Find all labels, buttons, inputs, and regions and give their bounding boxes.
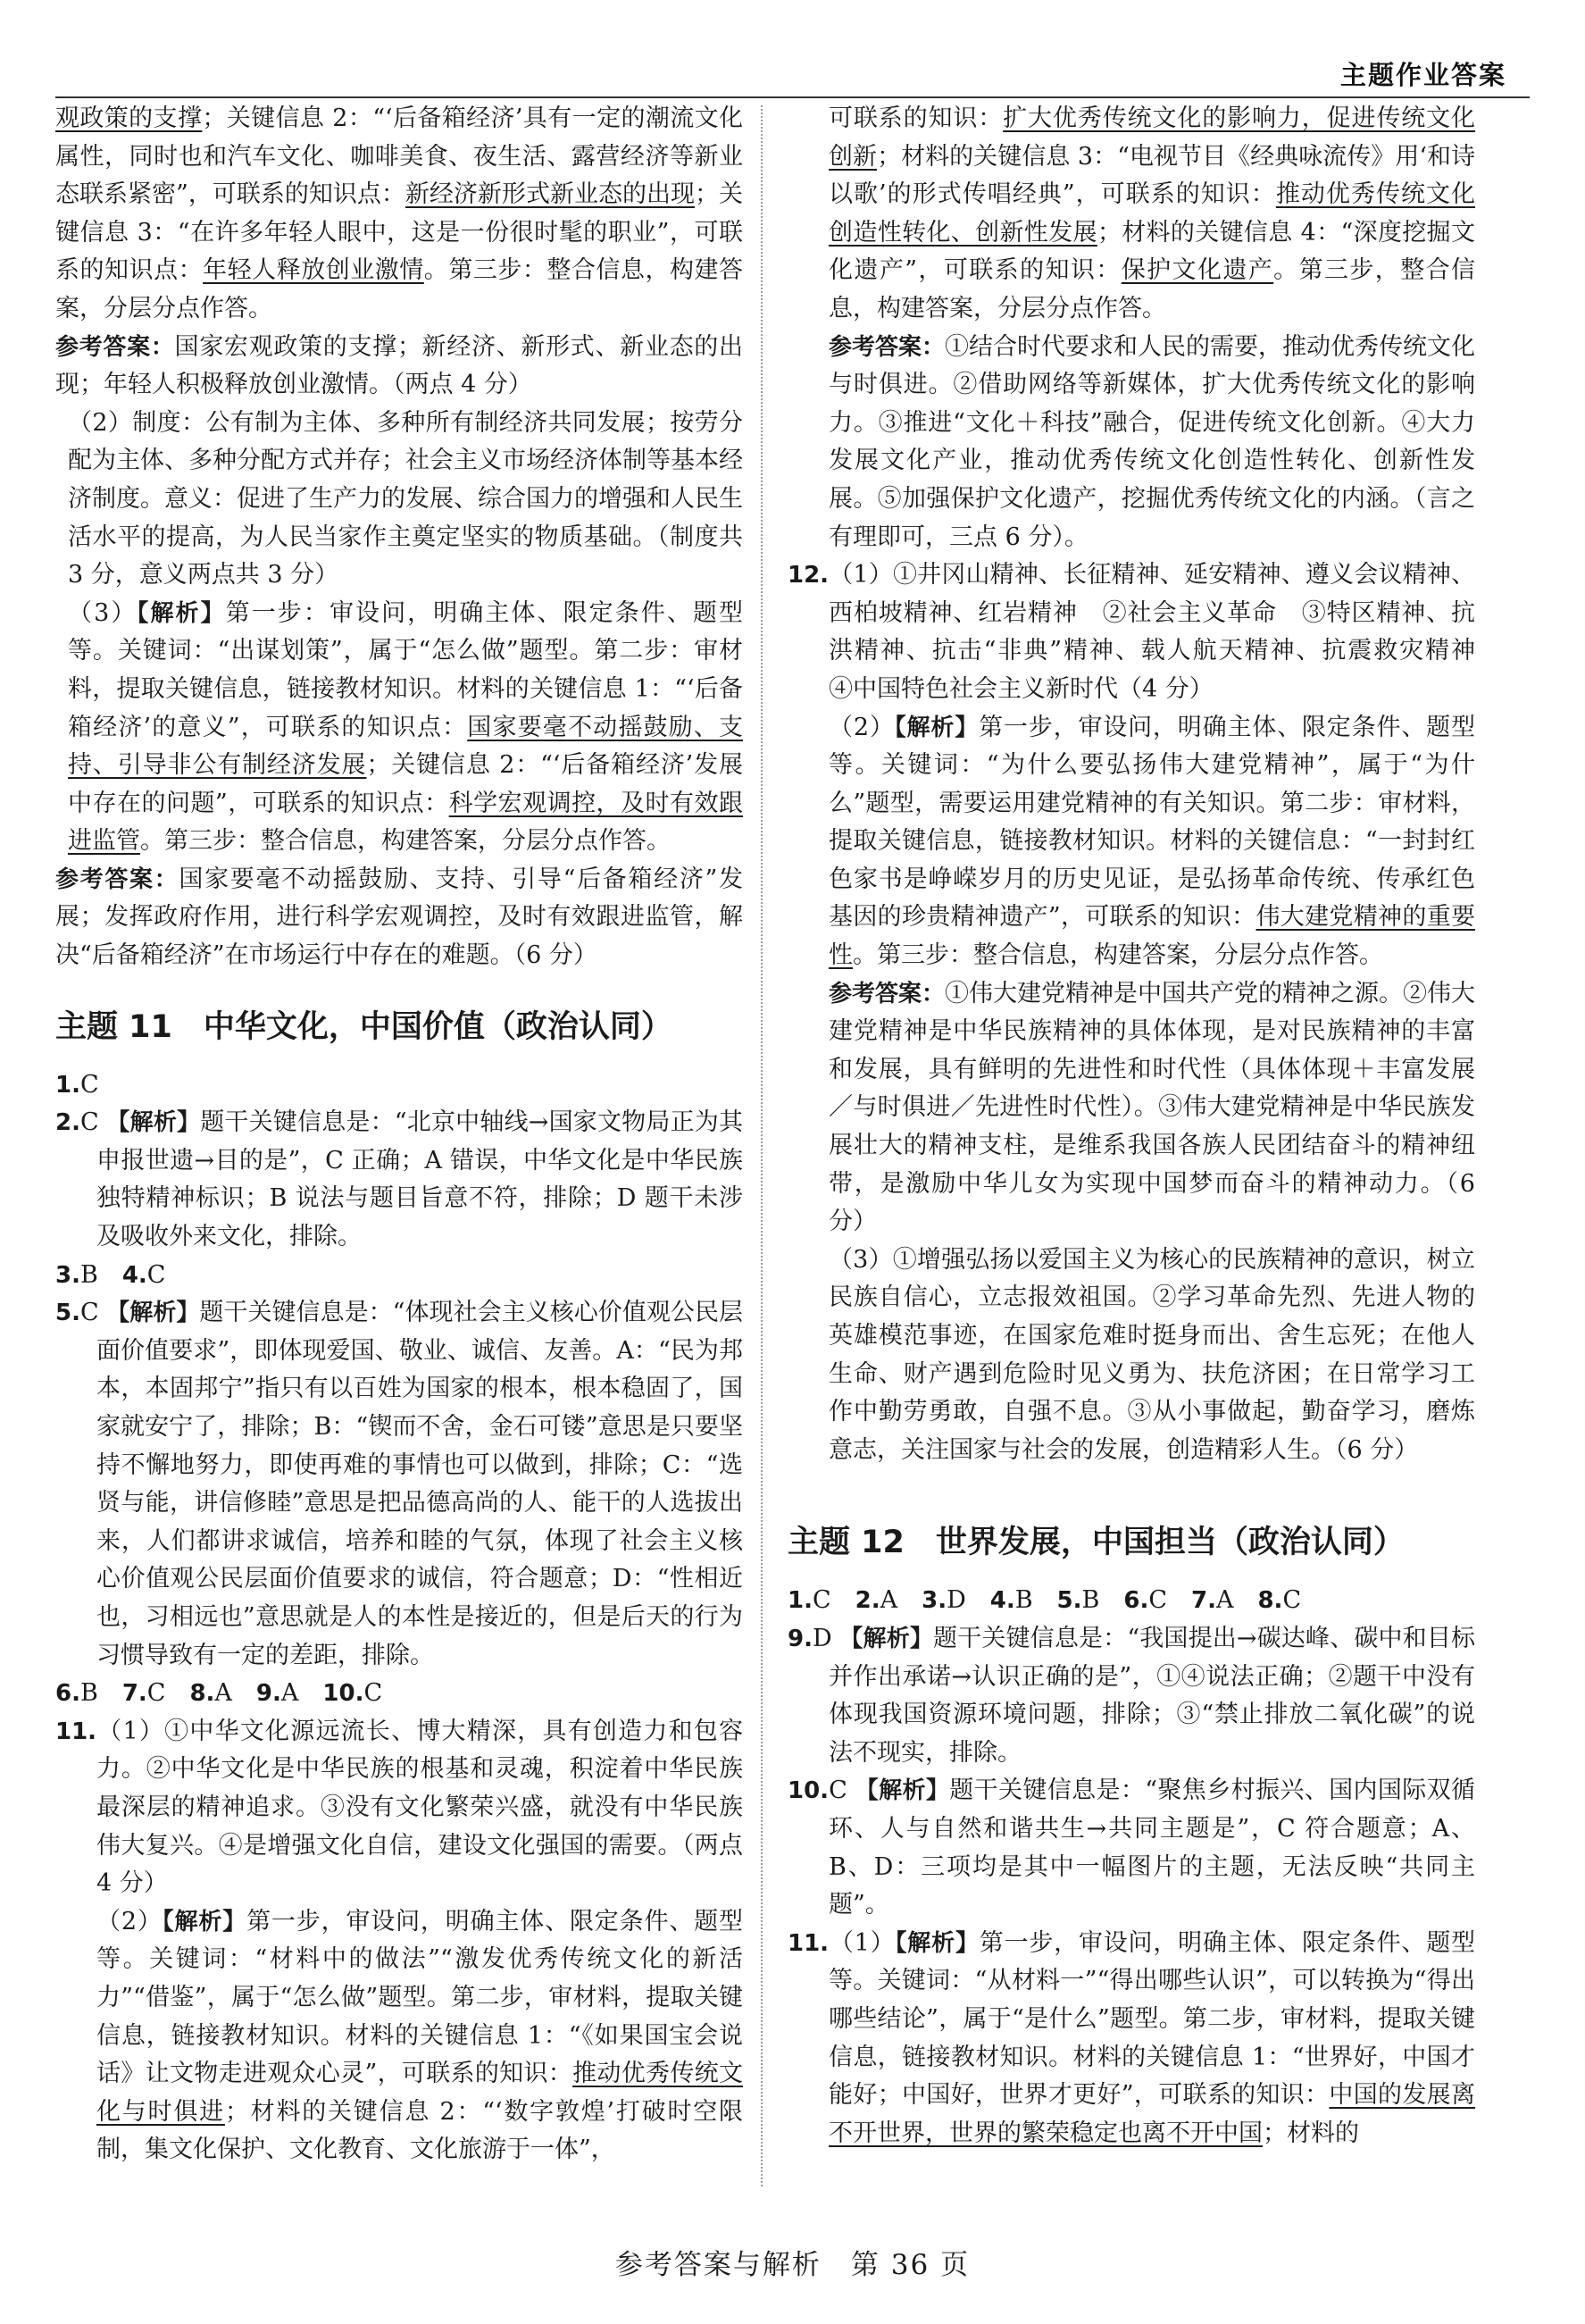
- answer-q12-part3: （3）①增强弘扬以爱国主义为核心的民族精神的意识，树立民族自信心，立志报效祖国。②学习革命先烈、先进人物的英雄模范事迹，在国家危难时挺身而出、舍生忘死；在他人生命、财产遇到危险时见义勇为、扶危济困；在日常学习工作中勤劳勇敢，自强不息。③从小事做起，勤奋学习，磨炼意志，关注国家与社会的发展，创造精彩人生。（6 分）: [829, 1245, 1475, 1464]
- answer-q12-part1: 12.（1）①井冈山精神、长征精神、延安精神、遵义会议精神、西柏坡精神、红岩精神 ②社会主义革命 ③特区精神、抗洪精神、抗击“非典”精神、载人航天精神、抗震救灾精神 ④中国特色社会主义新时代（4 分）: [788, 561, 1499, 703]
- column-divider: [761, 105, 763, 2186]
- answer-q9: 9.D 【解析】题干关键信息是：“我国提出→碳达峰、碳中和目标并作出承诺→认识正确的是”，①④说法正确；②题干中没有体现我国资源环境问题，排除；③“禁止排放二氧化碳”的说法不现实，排除。: [788, 1624, 1475, 1767]
- reference-answer: 参考答案：国家要毫不动摇鼓励、支持、引导“后备箱经济”发展；发挥政府作用，进行科学宏观调控，及时有效跟进监管，解决“后备箱经济”在市场运行中存在的难题。（6 分）: [55, 865, 743, 970]
- answer-q1: 1.C: [55, 1070, 99, 1099]
- page-footer: 参考答案与解析 第 36 页: [614, 2249, 971, 2281]
- answer-part-3: （3）【解析】第一步：审设问，明确主体、限定条件、题型等。关键词：“出谋划策”，属于“怎么做”题型。第二步：审材料，提取关键信息，链接教材知识。材料的关键信息 1：“‘后备箱经济’的意义”，可联系的知识点：国家要毫不动摇鼓励、支持、引导非公有制经济发展；关键信息 2：“‘后备箱经济’发展中存在的问题”，可联系的知识点：科学宏观调控，及时有效跟进监管。第三步：整合信息，构建答案，分层分点作答。: [68, 598, 744, 856]
- answer-q12-part2: （2）【解析】第一步，审设问，明确主体、限定条件、题型等。关键词：“为什么要弘扬伟大建党精神”，属于“为什么”题型，需要运用建党精神的有关知识。第二步：审材料，提取关键信息，链接教材知识。材料的关键信息：“一封封红色家书是峥嵘岁月的历史见证，是弘扬革命传统、传承红色基因的珍贵精神遗产”，可联系的知识：伟大建党精神的重要性。第三步：整合信息，构建答案，分层分点作答。: [829, 713, 1476, 970]
- answer-q6-q10: 6.B 7.C 8.A 9.A 10.C: [55, 1679, 383, 1708]
- answer-q5: 5.C 【解析】题干关键信息是：“体现社会主义核心价值观公民层面价值要求”，即体现爱国、敬业、诚信、友善。A：“民为邦本，本固邦宁”指只有以百姓为国家的根本，根本稳固了，国家就安宁了，排除；B：“锲而不舍，金石可镂”意思是只要坚持不懈地努力，即使再难的事情也可以做到，排除；C：“选贤与能，讲信修睦”意思是把品德高尚的人、能干的人选拔出来，人们都讲求诚信，培养和睦的气氛，体现了社会主义核心价值观公民层面价值要求的诚信，符合题意；D：“性相近也，习相远也”意思就是人的本性是接近的，但是后天的行为习惯导致有一定的差距，排除。: [55, 1299, 743, 1669]
- answer-part-2: （2）制度：公有制为主体、多种所有制经济共同发展；按劳分配为主体、多种分配方式并存；社会主义市场经济体制等基本经济制度。意义：促进了生产力的发展、综合国力的增强和人民生活水平的提高，为人民当家作主奠定坚实的物质基础。（制度共 3 分，意义两点共 3 分）: [68, 408, 743, 589]
- answer-q11-part2: （2）【解析】第一步，审设问，明确主体、限定条件、题型等。关键词：“材料中的做法”“激发优秀传统文化的新活力”“借鉴”，属于“怎么做”题型。第二步，审材料，提取关键信息，链接教材知识。材料的关键信息 1：“《如果国宝会说话》让文物走进观众心灵”，可联系的知识：推动优秀传统文化与时俱进；材料的关键信息 2：“‘数字敦煌’打破时空限制，集文化保护、文化教育、文化旅游于一体”，: [96, 1907, 744, 2164]
- reference-answer: 参考答案：①伟大建党精神是中国共产党的精神之源。②伟大建党精神是中华民族精神的具体体现，是对民族精神的丰富和发展，具有鲜明的先进性和时代性（具体体现＋丰富发展／与时俱进／先进性时代性）。③伟大建党精神是中华民族发展壮大的精神支柱，是维系我国各族人民团结奋斗的精神纽带，是激励中华儿女为实现中国梦而奋斗的精神动力。（6 分）: [829, 979, 1476, 1236]
- answer-q10: 10.C 【解析】题干关键信息是：“聚焦乡村振兴、国内国际双循环、人与自然和谐共生→共同主题是”，C 符合题意；A、B、D：三项均是其中一幅图片的主题，无法反映“共同主题”。: [788, 1776, 1475, 1919]
- page-header: 主题作业答案: [1339, 60, 1506, 90]
- answer-q3-q4: 3.B 4.C: [55, 1260, 166, 1289]
- answer-q11-part2-cont: 可联系的知识：扩大优秀传统文化的影响力，促进传统文化创新；材料的关键信息 3：“电视节目《经典咏流传》用‘和诗以歌’的形式传唱经典”，可联系的知识：推动优秀传统文化创造性转化、创新性发展；材料的关键信息 4：“深度挖掘文化遗产”，可联系的知识：保护文化遗产。第三步，整合信息，构建答案，分层分点作答。: [829, 104, 1476, 322]
- right-column: [788, 100, 1499, 2153]
- answer-q1-q8: 1.C 2.A 3.D 4.B 5.B 6.C 7.A 8.C: [788, 1586, 1302, 1615]
- topic-11-heading: 主题 11 中华文化，中国价值（政治认同）: [55, 1008, 672, 1045]
- topic-12-heading: 主题 12 世界发展，中国担当（政治认同）: [788, 1525, 1405, 1561]
- header-rule: [55, 96, 1530, 98]
- reference-answer: 参考答案：国家宏观政策的支撑；新经济、新形式、新业态的出现；年轻人积极释放创业激情。（两点 4 分）: [55, 332, 743, 399]
- left-column: [55, 100, 743, 2169]
- answer-q11-part1: 11.（1）①中华文化源远流长、博大精深，具有创造力和包容力。②中华文化是中华民族的根基和灵魂，积淀着中华民族最深层的精神追求。③没有文化繁荣兴盛，就没有中华民族伟大复兴。④是增强文化自信，建设文化强国的需要。（两点 4 分）: [55, 1717, 743, 1898]
- answer-q11: 11.（1）【解析】第一步，审设问，明确主体、限定条件、题型等。关键词：“从材料一”“得出哪些认识”，可以转换为“得出哪些结论”，属于“是什么”题型。第二步，审材料，提取关键信息，链接教材知识。材料的关键信息 1：“世界好，中国才能好；中国好，世界才更好”，可联系的知识：中国的发展离不开世界，世界的繁荣稳定也离不开中国；材料的: [788, 1928, 1475, 2147]
- paragraph-analysis-cont: 观政策的支撑；关键信息 2：“‘后备箱经济’具有一定的潮流文化属性，同时也和汽车文化、咖啡美食、夜生活、露营经济等新业态联系紧密”，可联系的知识点：新经济新形式新业态的出现；关键信息 3：“在许多年轻人眼中，这是一份很时髦的职业”，可联系的知识点：年轻人释放创业激情。第三步：整合信息，构建答案，分层分点作答。: [55, 104, 744, 322]
- answer-q2: 2.C 【解析】题干关键信息是：“北京中轴线→国家文物局正为其申报世遗→目的是”，C 正确；A 错误，中华文化是中华民族独特精神标识；B 说法与题目旨意不符，排除；D 题干未涉及吸收外来文化，排除。: [55, 1108, 743, 1251]
- reference-answer: 参考答案：①结合时代要求和人民的需要，推动优秀传统文化与时俱进。②借助网络等新媒体，扩大优秀传统文化的影响力。③推进“文化＋科技”融合，促进传统文化创新。④大力发展文化产业，推动优秀传统文化创造性转化、创新性发展。⑤加强保护文化遗产，挖掘优秀传统文化的内涵。（言之有理即可，三点 6 分）。: [829, 332, 1476, 551]
